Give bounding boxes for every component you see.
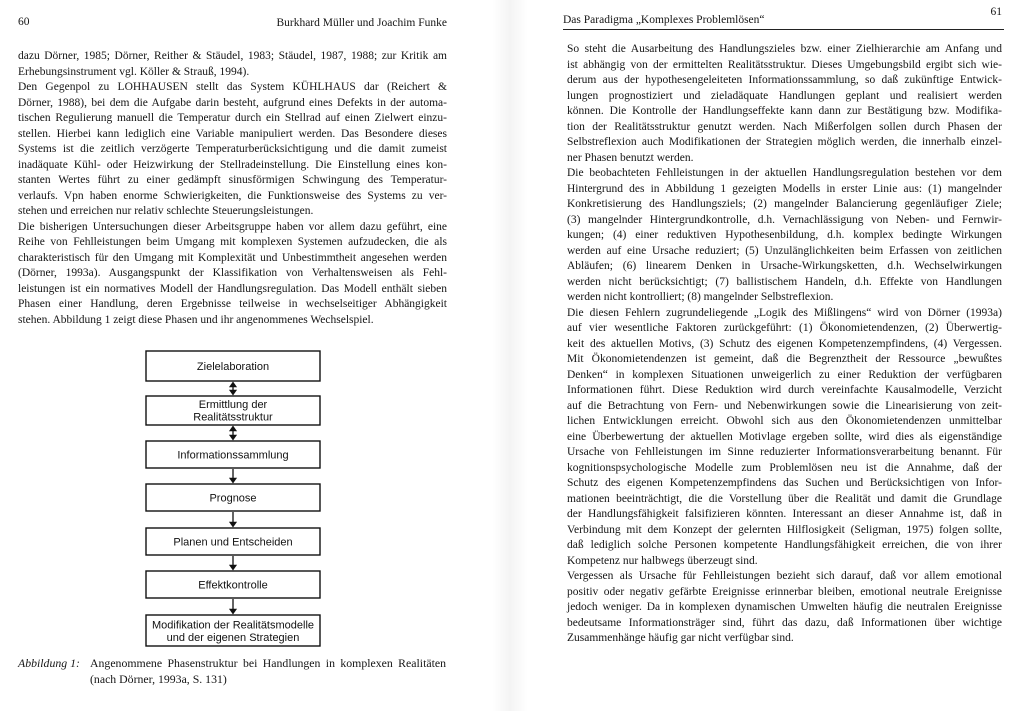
phase-label: Realitätsstruktur	[193, 411, 273, 424]
text-line: stehen und erreichen nur relativ schlechte Steuerungsleistungen.	[18, 205, 314, 217]
down-arrow	[230, 556, 237, 570]
phase-label: Modifikation der Realitätsmodelle	[151, 619, 315, 632]
bidirectional-arrow	[230, 426, 237, 440]
running-head-right: Das Paradigma „Komplexes Problemlösen“	[563, 14, 765, 26]
text-line: derum aus der hypothesengeleiteten Informationssammlung, so daß zukünftige Entwick-	[567, 74, 1002, 86]
right-page-text	[567, 42, 1002, 647]
text-line: Verbindung mit dem Konzept der gelernten Hilflosigkeit (Seligman, 1975) folgen sollte,	[567, 523, 1002, 536]
phase-label: Informationssammlung	[177, 449, 289, 462]
text-line: stellen. Hierbei kann lediglich eine Variable manipuliert werden. Das Besondere dieses	[18, 127, 447, 140]
left-page-text	[18, 49, 447, 328]
caption-line: Angenommene Phasenstruktur bei Handlungen in komplexen Realitäten	[90, 656, 446, 670]
text-line: Konkretisierung des Handlungsziels; (2) mangelnder Balancierung gegenläufiger Ziele;	[567, 198, 1002, 210]
text-line: werden auf eine Ursache reduziert; (5) Unzulänglichkeiten beim Erfassen von zeitlichen	[567, 244, 1002, 257]
text-line: verlaufs. Vpn haben enorme Schwierigkeiten, die Funktionsweise des Systems zu ver-	[18, 189, 447, 202]
text-line: tischen Regulierung manuell die Temperatur durch ein Stellrad auf einen Zielwert einzu-	[18, 112, 447, 124]
text-line: jedoch weniger. Da in komplexen dynamischen Umwelten häufig die neutralen Ereignisse	[567, 601, 1002, 613]
text-line: kungen; (4) einer reduktiven Hypothesenbildung, d.h. komplex bedingte Wirkungen	[567, 229, 1002, 241]
text-line: tion der Realitätsstruktur genutzt werden. Nach Mißerfolgen sollen durch Phasen der	[567, 120, 1002, 133]
text-line: Systems ist die zeitlich verzögerte Temperaturberücksichtigung und die damit zumeist	[18, 143, 447, 155]
text-line: lungen prognostiziert und zieladäquate Handlungen geplant und realisiert werden	[567, 89, 1002, 102]
phase-label: Ermittlung der	[198, 399, 268, 411]
text-line: Reihe von Fehlleistungen beim Umgang mit komplexen Systemen aufzudecken, die als	[18, 236, 447, 248]
text-line: Die diesen Fehlern zugrundeliegende „Logik des Mißlingens“ wird von Dörner (1993a)	[567, 306, 1002, 319]
page-number-left: 60	[18, 16, 30, 28]
text-line: So steht die Ausarbeitung des Handlungszieles bzw. einer Zielhierarchie am Anfang und	[567, 43, 1002, 55]
text-line: Phasen einer Handlung, deren Ergebnisse teilweise in wechselseitiger Abhängigkeit	[18, 298, 447, 310]
text-line: ist abhängig von der ermittelten Realitätsstruktur. Dieses Umgebungsbild ergibt sich wie-	[567, 58, 1002, 71]
text-line: dazu Dörner, 1985; Dörner, Reither & Stäudel, 1983; Stäudel, 1987, 1988; zur Kritik am	[18, 50, 447, 62]
text-line: stehen. Abbildung 1 zeigt diese Phasen und ihr angenommenes Wechselspiel.	[18, 313, 374, 326]
text-line: Erhebungsinstrument vgl. Köller & Strauß, 1994).	[18, 65, 250, 78]
figure-caption-label: Abbildung 1:	[18, 656, 80, 670]
running-head-left: Burkhard Müller und Joachim Funke	[276, 17, 447, 29]
text-line: auf die Betrachtung von Fern- und Nebenwirkungen sowie die Linearisierung von zeit-	[567, 399, 1002, 412]
text-line: eine Überbewertung der aktuellen Motivlage ergeben sollte, wird dies als eigenständige	[567, 430, 1002, 443]
text-line: Abläufen; (6) linearem Denken in Ursache-Wirkungsketten, d.h. Wechselwirkungen	[567, 260, 1002, 272]
down-arrow	[230, 512, 237, 527]
text-line: werden nicht kontrolliert; (8) mangelnder Selbstreflexion.	[567, 291, 834, 303]
text-line: charakteristisch für den Umgang mit Komplexität und Unbestimmtheit angesehen werden	[18, 251, 447, 264]
paragraph	[18, 49, 447, 80]
text-line: lichen Entwicklungen erreicht. Obwohl sich aus den Ökonomietendenzen unmittelbar	[567, 415, 1002, 427]
paragraph	[567, 166, 1002, 306]
phase-label: Planen und Entscheiden	[173, 536, 293, 549]
down-arrow	[230, 599, 237, 614]
page-number-right: 61	[990, 6, 1002, 18]
figure-caption	[90, 655, 446, 686]
phase-label: Prognose	[209, 492, 257, 505]
text-line: Die beobachteten Fehlleistungen in der aktuellen Handlungsregulation bestehen vor dem	[567, 167, 1002, 179]
text-line: Kompetenz nur halbwegs überzeugt sind.	[567, 554, 758, 567]
text-line: daß lediglich solche Personen kompetente Handlungsfähigkeit erreichen, die von ihrer	[567, 539, 1002, 551]
text-line: Zusammenhänge häufig gar nicht verfügbar sind.	[567, 632, 794, 644]
paragraph	[567, 42, 1002, 166]
text-line: Die bisherigen Untersuchungen dieser Arbeitsgruppe haben vor allem dazu geführt, eine	[18, 220, 447, 233]
phase-label: und der eigenen Strategien	[166, 632, 300, 644]
text-line: (Dörner, 1993a). Ausgangspunkt der Klassifikation von Verhaltensweisen als Fehl-	[18, 267, 447, 279]
text-line: Vergessen als Ursache für Fehlleistungen bezieht sich darauf, daß vor allem emotional	[567, 570, 1002, 582]
text-line: kognitionspsychologische Modelle zum Problemlösen neu ist die Annahme, daß der	[567, 461, 1002, 474]
text-line: Selbstreflexion auch Modifikationen der Strategien möglich werden, die innerhalb einzel-	[567, 136, 1002, 148]
text-line: der Handlungsfähigkeit falsifizieren könnten. Interessant an dieser Annahme ist, daß in	[567, 508, 1002, 520]
text-line: Schutz des eigenen Kompetenzempfindens das Suchen und Berücksichtigen von Infor-	[567, 477, 1002, 489]
paragraph	[567, 306, 1002, 570]
text-line: Mit Ökonomietendenzen ist gemeint, daß die Begrenztheit der Ressource „bewußtes	[567, 353, 1002, 365]
text-line: keit des aktuellen Motivs, (3) Schutz des eigenen Kompetenzempfindens, (4) Vergessen.	[567, 337, 1002, 350]
paragraph	[18, 80, 447, 220]
phase-label: Zielelaboration	[196, 361, 270, 373]
header-rule	[563, 29, 1004, 30]
text-line: bedeutsame Informationsträger sind, führt das dazu, daß Informationen über wichtige	[567, 616, 1002, 629]
down-arrow	[230, 469, 237, 483]
paragraph	[18, 220, 447, 329]
text-line: auf vier wesentliche Faktoren zurückgeführt: (1) Ökonomietendenzen, (2) Überwertig-	[567, 322, 1002, 334]
caption-line: (nach Dörner, 1993a, S. 131)	[90, 671, 227, 686]
text-line: stanten Wertes führt zu einer gedämpft sinusförmigen Schwingung des Temperatur-	[18, 174, 447, 186]
text-line: mationen beeinträchtigt, die die Vorstellung über die Realität und damit die Grundlage	[567, 492, 1002, 505]
text-line: werden nicht berücksichtigt; (7) ballistischem Handeln, d.h. Effekte von Handlungen	[567, 275, 1002, 288]
text-line: (3) mangelnder Hintergrundkontrolle, d.h. Vernachlässigung von Neben- und Fernwir-	[567, 213, 1002, 226]
text-line: inadäquate Kühl- oder Heizwirkung der Stellradeinstellung. Die Einstellung eines kon-	[18, 158, 447, 171]
text-line: leistungen ist ein normatives Modell der Handlungsregulation. Das Modell enthält sieben	[18, 282, 447, 295]
text-line: positiv oder negativ gefärbte Ereignisse erinnerbar bleiben, emotional neutrale Ereignisse	[567, 585, 1002, 598]
phase-label: Effektkontrolle	[198, 579, 268, 592]
text-line: ner Phasen benutzt werden.	[567, 151, 694, 164]
book-gutter	[492, 0, 528, 711]
text-line: Denken“ in komplexen Situationen unweigerlich zu einer Reduktion der verfügbaren	[567, 368, 1002, 381]
text-line: Den Gegenpol zu LOHHAUSEN stellt das System KÜHLHAUS dar (Reichert &	[18, 81, 447, 93]
text-line: Hintergrund des in Abbildung 1 gezeigten Modells in erster Linie aus: (1) mangelnder	[567, 182, 1002, 195]
text-line: Ursache von Fehlleistungen im Sinne reduzierter Informationsverarbeitung benannt. Für	[567, 446, 1002, 458]
phase-diagram	[140, 345, 330, 655]
text-line: Informationen führt. Diese Reduktion wird durch vereinfachte Kausalmodelle, Verzicht	[567, 384, 1002, 396]
bidirectional-arrow	[230, 382, 237, 395]
text-line: können. Die Kontrolle der Handlungseffekte kann dann zur Bestätigung bzw. Modifika-	[567, 105, 1002, 117]
paragraph	[567, 569, 1002, 647]
text-line: Dörner, 1988), bei dem die Aufgabe darin besteht, aufgrund eines Defekts in der automa-	[18, 96, 447, 109]
